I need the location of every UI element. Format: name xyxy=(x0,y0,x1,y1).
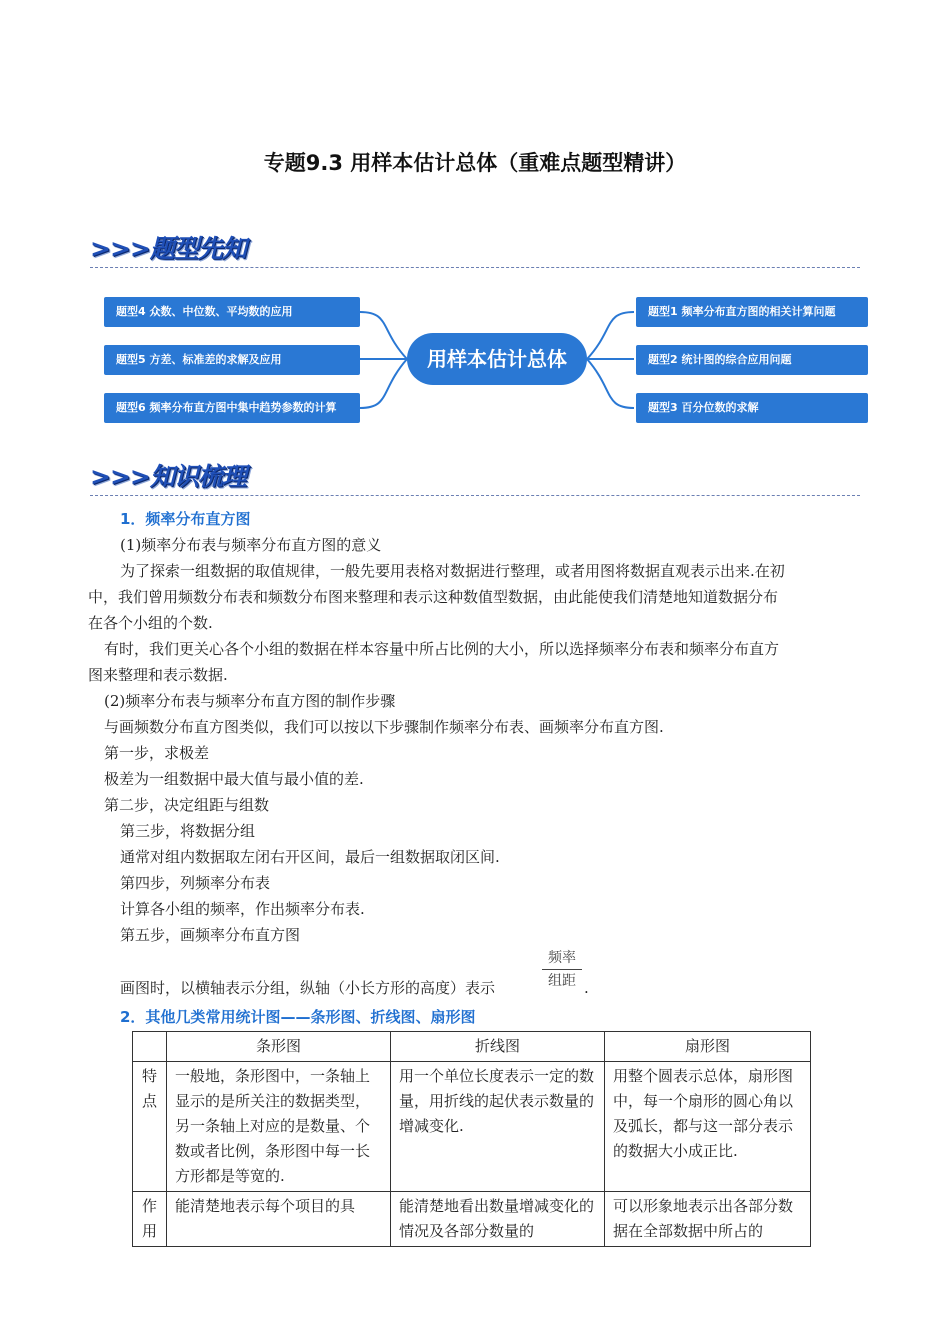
heading-histogram: 1．频率分布直方图 xyxy=(120,510,251,528)
table-row-header: 作用 xyxy=(133,1192,167,1247)
table-row xyxy=(133,1192,811,1247)
table-row-header: 特点 xyxy=(133,1062,167,1192)
table-header-cell: 条形图 xyxy=(167,1032,391,1062)
table-header-cell: 扇形图 xyxy=(605,1032,811,1062)
step-label: 第三步，将数据分组 xyxy=(120,822,256,840)
paragraph: 中，我们曾用频数分布表和频数分布图来整理和表示这种数值型数据，由此能使我们清楚地知道数据分布 xyxy=(88,588,779,606)
step-detail: 画图时，以横轴表示分组，纵轴（小长方形的高度）表示 xyxy=(120,979,496,997)
table-header-cell: 折线图 xyxy=(391,1032,605,1062)
mindmap-node-topic4: 题型4 众数、中位数、平均数的应用 xyxy=(104,297,360,327)
paragraph: (1)频率分布表与频率分布直方图的意义 xyxy=(120,536,382,554)
fraction-freq-over-width xyxy=(542,948,582,991)
paragraph: 与画频数分布直方图类似，我们可以按以下步骤制作频率分布表、画频率分布直方图. xyxy=(104,718,664,736)
step-detail: 通常对组内数据取左闭右开区间，最后一组数据取闭区间. xyxy=(120,848,500,866)
section-header-label: >>>知识梳理 xyxy=(90,462,246,491)
mindmap-node-topic5: 题型5 方差、标准差的求解及应用 xyxy=(104,345,360,375)
table-cell: 用一个单位长度表示一定的数量，用折线的起伏表示数量的增减变化. xyxy=(391,1062,605,1192)
mindmap-node-topic3: 题型3 百分位数的求解 xyxy=(636,393,868,423)
section-header-knowledge xyxy=(90,461,860,496)
paragraph: 为了探索一组数据的取值规律，一般先要用表格对数据进行整理，或者用图将数据直观表示出来.在初 xyxy=(120,562,785,580)
table-cell: 一般地，条形图中，一条轴上显示的是所关注的数据类型，另一条轴上对应的是数量、个数或者比例，条形图中每一长方形都是等宽的. xyxy=(167,1062,391,1192)
paragraph: 图来整理和表示数据. xyxy=(88,666,228,684)
mindmap-center-node: 用样本估计总体 xyxy=(407,333,587,385)
table-cell: 能清楚地看出数量增减变化的情况及各部分数量的 xyxy=(391,1192,605,1247)
paragraph: 有时，我们更关心各个小组的数据在样本容量中所占比例的大小，所以选择频率分布表和频率分布直方 xyxy=(104,640,780,658)
paragraph: (2)频率分布表与频率分布直方图的制作步骤 xyxy=(104,692,396,710)
step-detail: 计算各小组的频率，作出频率分布表. xyxy=(120,900,365,918)
table-cell: 可以形象地表示出各部分数据在全部数据中所占的 xyxy=(605,1192,811,1247)
step-label: 第四步，列频率分布表 xyxy=(120,874,271,892)
paragraph: 在各个小组的个数. xyxy=(88,614,213,632)
heading-other-charts: 2．其他几类常用统计图——条形图、折线图、扇形图 xyxy=(120,1008,476,1026)
chart-comparison-table-wrapper xyxy=(132,1031,812,1240)
mindmap-node-topic2: 题型2 统计图的综合应用问题 xyxy=(636,345,868,375)
fraction-numerator: 频率 xyxy=(548,950,576,966)
step-label: 第五步，画频率分布直方图 xyxy=(120,926,301,944)
table-header-cell xyxy=(133,1032,167,1062)
mindmap-node-topic6: 题型6 频率分布直方图中集中趋势参数的计算 xyxy=(104,393,360,423)
section-header-label: >>>题型先知 xyxy=(90,234,246,263)
period: . xyxy=(584,979,589,997)
step-detail: 极差为一组数据中最大值与最小值的差. xyxy=(104,770,364,788)
table-header-row xyxy=(133,1032,811,1062)
chart-comparison-table xyxy=(132,1031,811,1247)
table-row xyxy=(133,1062,811,1192)
mindmap-node-topic1: 题型1 频率分布直方图的相关计算问题 xyxy=(636,297,868,327)
fraction-denominator: 组距 xyxy=(548,973,576,989)
step-label: 第一步，求极差 xyxy=(104,744,210,762)
fraction-bar xyxy=(542,969,582,970)
page-title: 专题9.3 用样本估计总体（重难点题型精讲） xyxy=(263,151,687,175)
table-cell: 用整个圆表示总体，扇形图中，每一个扇形的圆心角以及弧长，都与这一部分表示的数据大小成正比. xyxy=(605,1062,811,1192)
step-label: 第二步，决定组距与组数 xyxy=(104,796,270,814)
table-cell: 能清楚地表示每个项目的具 xyxy=(167,1192,391,1247)
